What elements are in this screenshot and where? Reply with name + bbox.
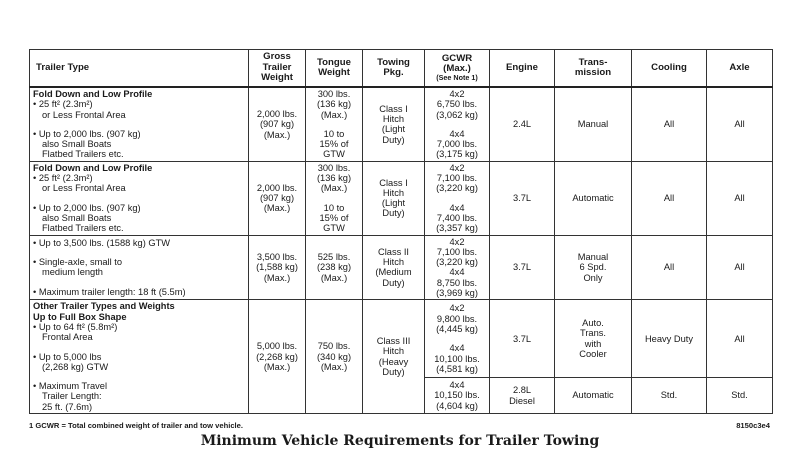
cell-line: Only	[583, 272, 603, 283]
cell-line: 15% of	[319, 139, 349, 150]
cell-line: 525 lbs.	[317, 252, 351, 262]
table-row	[30, 161, 773, 235]
table-row	[30, 300, 773, 378]
cell-engine	[490, 378, 555, 414]
cell-line: Tongue	[317, 56, 351, 68]
trailer-type-line: Frontal Area	[42, 332, 93, 343]
cell-cooling: Std.	[632, 378, 707, 414]
cell-line: Hitch	[382, 114, 405, 125]
trailer-type-line	[33, 120, 245, 129]
cell-line: 6,750 lbs.	[436, 99, 478, 110]
cell-line	[428, 334, 486, 343]
trailer-type-line: • Up to 5,000 lbs	[33, 351, 102, 362]
cell-cooling: All	[632, 161, 707, 235]
header-tongue-weight	[306, 50, 363, 88]
cell-tongue-weight	[306, 161, 363, 235]
cell-cooling: All	[632, 87, 707, 161]
cell-line: Cooler	[579, 349, 607, 360]
trailer-type-line	[33, 248, 245, 257]
cell-line: 4x4	[449, 380, 465, 391]
cell-line: Weight	[261, 72, 293, 84]
cell-line: Duty)	[382, 277, 405, 288]
cell-line: Hitch	[382, 187, 405, 198]
cell-trailer-type	[30, 161, 249, 235]
trailer-type-line: • 25 ft² (2.3m²)	[33, 173, 93, 184]
cell-line: (Max.)	[263, 203, 291, 214]
trailer-type-line: Flatbed Trailers etc.	[42, 149, 124, 160]
cell-line: 8,750 lbs.	[436, 277, 478, 288]
trailer-type-line: • Maximum Travel	[33, 381, 108, 392]
cell-gcwr	[425, 378, 490, 414]
cell-engine: 3.7L	[490, 300, 555, 378]
cell-gross-trailer-weight	[249, 235, 306, 300]
cell-line: (4,581 kg)	[436, 363, 478, 374]
cell-line: Auto.	[582, 318, 604, 329]
cell-gross-trailer-weight	[249, 87, 306, 161]
cell-line: Duty)	[382, 134, 405, 145]
trailer-type-line: • Up to 2,000 lbs. (907 kg)	[33, 128, 141, 139]
cell-line: 15% of	[319, 212, 349, 223]
trailer-type-line: or Less Frontal Area	[42, 183, 126, 194]
trailer-type-line: Flatbed Trailers etc.	[42, 223, 124, 234]
cell-line: 6 Spd.	[579, 262, 607, 273]
cell-trailer-type	[30, 235, 249, 300]
cell-line: 10 to	[323, 202, 345, 213]
cell-line: Class I	[379, 103, 408, 114]
header-transmission	[555, 50, 632, 88]
cell-line: (Max.)	[263, 361, 291, 372]
cell-line: (136 kg)	[316, 99, 352, 110]
cell-line: (Light	[381, 124, 406, 135]
cell-axle: All	[707, 300, 773, 378]
cell-line: 2.8L	[512, 385, 532, 396]
cell-line: (4,604 kg)	[436, 400, 478, 411]
trailer-type-title: Other Trailer Types and Weights	[33, 301, 175, 312]
cell-line: (4,445 kg)	[436, 323, 478, 334]
cell-line: (3,357 kg)	[436, 223, 478, 234]
cell-axle: All	[707, 161, 773, 235]
cell-line: 2,000 lbs.	[256, 108, 298, 119]
cell-line: 10,100 lbs.	[434, 353, 480, 364]
cell-trailer-type	[30, 87, 249, 161]
cell-line: Hitch	[382, 257, 405, 268]
trailer-type-line	[33, 194, 245, 203]
cell-cooling: All	[632, 235, 707, 300]
cell-transmission	[555, 235, 632, 300]
trailer-type-line: • Maximum trailer length: 18 ft (5.5m)	[33, 286, 186, 297]
cell-axle: All	[707, 87, 773, 161]
cell-line: 4x2	[449, 236, 465, 247]
cell-gcwr	[425, 161, 490, 235]
cell-line: Trans-	[578, 56, 608, 68]
trailer-type-line: • 25 ft² (2.3m²)	[33, 99, 93, 110]
trailer-type-line: medium length	[42, 267, 103, 278]
cell-line: Manual	[577, 119, 609, 130]
cell-gcwr	[425, 87, 490, 161]
cell-line: 9,800 lbs.	[436, 313, 478, 324]
header-axle: Axle	[707, 50, 773, 88]
cell-towing-pkg	[363, 235, 425, 300]
figure-caption: Minimum Vehicle Requirements for Trailer Towing	[200, 433, 600, 449]
cell-engine: 3.7L	[490, 235, 555, 300]
cell-line: 2,000 lbs.	[256, 182, 298, 193]
cell-line: (Max.)	[320, 361, 348, 372]
cell-line: 4x4	[449, 202, 465, 213]
trailer-type-title: Fold Down and Low Profile	[33, 89, 153, 99]
cell-line: Diesel	[509, 395, 535, 406]
trailer-type-line: (2,268 kg) GTW	[42, 361, 109, 372]
cell-line: 4x2	[449, 89, 465, 99]
header-gcwr-note: (See Note 1)	[436, 73, 478, 83]
trailer-type-line: • Up to 2,000 lbs. (907 kg)	[33, 202, 141, 213]
trailer-type-title: Up to Full Box Shape	[33, 311, 127, 322]
cell-gross-trailer-weight	[249, 161, 306, 235]
cell-line	[428, 194, 486, 203]
cell-line: Automatic	[572, 390, 614, 401]
cell-tongue-weight	[306, 300, 363, 414]
cell-towing-pkg	[363, 300, 425, 414]
cell-line: (907 kg)	[259, 119, 295, 130]
cell-line: Towing	[377, 56, 410, 68]
cell-line: (Max.)	[320, 183, 348, 194]
cell-line: 4x2	[449, 303, 465, 314]
cell-transmission	[555, 378, 632, 414]
cell-line	[428, 120, 486, 129]
cell-line: 4x2	[449, 162, 465, 173]
cell-tongue-weight	[306, 235, 363, 300]
header-row	[30, 50, 773, 88]
cell-axle: Std.	[707, 378, 773, 414]
trailer-type-line	[33, 343, 245, 352]
cell-line: (340 kg)	[316, 351, 352, 362]
cell-gcwr	[425, 235, 490, 300]
cell-tongue-weight	[306, 87, 363, 161]
trailer-towing-table	[29, 49, 773, 414]
trailer-type-line	[33, 278, 245, 287]
cell-line: 10 to	[323, 128, 345, 139]
header-engine: Engine	[490, 50, 555, 88]
cell-line: (907 kg)	[259, 193, 295, 204]
cell-axle: All	[707, 235, 773, 300]
trailer-type-line: also Small Boats	[42, 212, 112, 223]
trailer-type-line: • Single-axle, small to	[33, 257, 123, 268]
cell-transmission	[555, 300, 632, 378]
cell-line: Hitch	[382, 346, 405, 357]
header-towing-pkg	[363, 50, 425, 88]
cell-line: 300 lbs.	[317, 89, 351, 99]
cell-line	[309, 120, 359, 129]
cell-line: 7,100 lbs.	[436, 246, 478, 257]
cell-line: (Max.)	[320, 109, 348, 120]
cell-line: (3,175 kg)	[436, 149, 478, 160]
cell-line	[309, 194, 359, 203]
cell-line: GCWR	[441, 52, 473, 64]
header-gross-trailer-weight	[249, 50, 306, 88]
cell-line: (238 kg)	[316, 262, 352, 273]
cell-line: (Max.)	[443, 63, 471, 74]
cell-line: Gross	[263, 51, 291, 63]
cell-engine: 2.4L	[490, 87, 555, 161]
cell-line: mission	[574, 67, 612, 78]
cell-line: Weight	[318, 67, 350, 78]
cell-transmission	[555, 161, 632, 235]
cell-gross-trailer-weight	[249, 300, 306, 414]
cell-line: Class I	[379, 177, 408, 188]
trailer-type-title: Fold Down and Low Profile	[33, 162, 153, 173]
cell-line: 4x4	[449, 128, 465, 139]
cell-line: Pkg.	[383, 67, 404, 78]
trailer-type-line	[33, 372, 245, 381]
cell-line: 4x4	[449, 343, 465, 354]
table-row	[30, 235, 773, 300]
cell-line: Class III	[376, 336, 411, 347]
cell-line: Trailer	[262, 61, 292, 73]
cell-line: 750 lbs.	[317, 341, 351, 352]
header-gcwr-lines	[428, 54, 486, 75]
table-row	[30, 87, 773, 161]
trailer-type-line: Trailer Length:	[42, 391, 102, 402]
header-gcwr	[425, 50, 490, 88]
cell-line: (3,062 kg)	[436, 109, 478, 120]
cell-line: GTW	[323, 149, 345, 160]
cell-line: Duty)	[382, 208, 405, 219]
cell-line: Automatic	[572, 193, 614, 204]
cell-line: (Heavy	[378, 356, 409, 367]
cell-transmission	[555, 87, 632, 161]
cell-line: (2,268 kg)	[256, 351, 298, 362]
trailer-type-line: • Up to 3,500 lbs. (1588 kg) GTW	[33, 237, 171, 248]
cell-cooling: Heavy Duty	[632, 300, 707, 378]
cell-line: (136 kg)	[316, 173, 352, 184]
cell-line: 7,000 lbs.	[436, 139, 478, 150]
cell-line: Class II	[378, 246, 409, 257]
header-cooling: Cooling	[632, 50, 707, 88]
header-trailer-type: Trailer Type	[30, 50, 249, 88]
cell-line: (Max.)	[263, 129, 291, 140]
cell-line: Manual	[577, 252, 609, 262]
cell-line: 10,150 lbs.	[434, 390, 480, 401]
footnote: 1 GCWR = Total combined weight of trailer and tow vehicle.	[29, 421, 243, 430]
cell-line: 7,100 lbs.	[436, 173, 478, 184]
cell-line: (3,220 kg)	[436, 183, 478, 194]
cell-engine: 3.7L	[490, 161, 555, 235]
cell-trailer-type	[30, 300, 249, 414]
cell-line: 300 lbs.	[317, 162, 351, 173]
trailer-type-line: • Up to 64 ft² (5.8m²)	[33, 321, 118, 332]
trailer-type-line: also Small Boats	[42, 139, 112, 150]
trailer-type-line: or Less Frontal Area	[42, 109, 126, 120]
cell-line: Duty)	[382, 366, 405, 377]
cell-line: with	[584, 338, 602, 349]
cell-line: (3,220 kg)	[436, 257, 478, 268]
cell-line: (Max.)	[320, 272, 348, 283]
cell-towing-pkg	[363, 87, 425, 161]
cell-line: GTW	[323, 223, 345, 234]
trailer-type-line: 25 ft. (7.6m)	[42, 401, 93, 412]
cell-line: 7,400 lbs.	[436, 212, 478, 223]
cell-line: (Max.)	[263, 272, 291, 283]
figure-id: 8150c3e4	[736, 421, 770, 430]
cell-line: 4x4	[449, 267, 465, 278]
cell-line: (Light	[381, 198, 406, 209]
cell-towing-pkg	[363, 161, 425, 235]
cell-line: 3,500 lbs.	[256, 252, 298, 262]
cell-line: Trans.	[579, 328, 606, 339]
cell-line: (3,969 kg)	[436, 288, 478, 299]
cell-line: 5,000 lbs.	[256, 341, 298, 352]
cell-gcwr	[425, 300, 490, 378]
cell-line: (1,588 kg)	[256, 262, 298, 273]
cell-line: (Medium	[375, 267, 412, 278]
